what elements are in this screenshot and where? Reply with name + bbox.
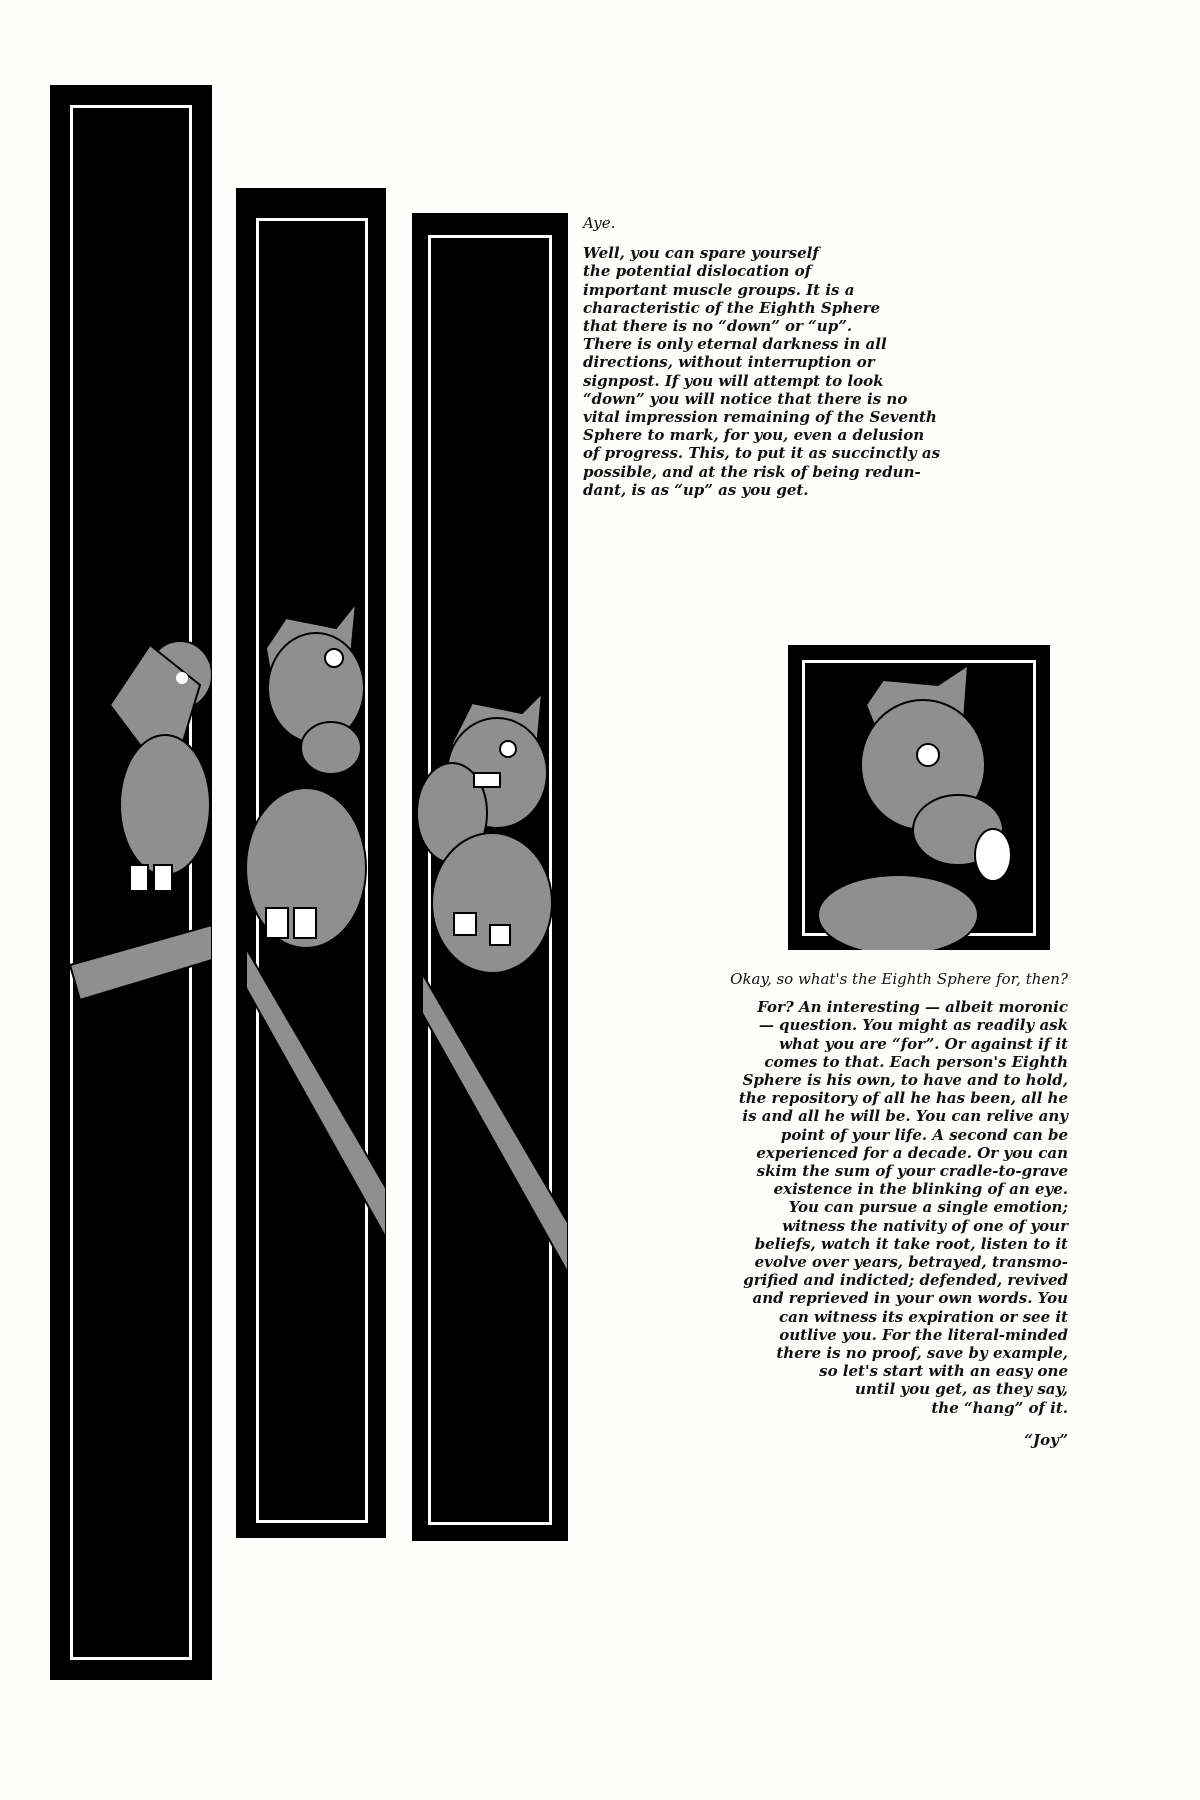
upper-answer-line: that there is no “down” or “up”. [583,317,853,336]
lower-answer-line: can witness its expiration or see it [779,1307,1068,1326]
upper-answer-line: of progress. This, to put it as succinctly as [583,444,941,463]
panel-3-artwork [412,213,568,1541]
upper-answer-line: Sphere to mark, for you, even a delusion [583,426,925,445]
upper-answer-line: possible, and at the risk of being redun- [583,462,921,481]
lower-answer-line: the repository of all he has been, all he [738,1089,1068,1108]
lower-answer-line: is and all he will be. You can relive any [742,1107,1068,1126]
lower-answer [660,998,1068,1417]
lower-answer-line: until you get, as they say, [855,1380,1068,1399]
lower-answer-line: — question. You might as readily ask [758,1016,1068,1035]
panel-2-artwork [236,188,386,1538]
lower-answer-line: beliefs, watch it take root, listen to it [754,1234,1068,1253]
comic-panel-2 [236,188,386,1538]
upper-question: Aye. [583,214,616,232]
upper-answer-line: dant, is as “up” as you get. [583,480,809,499]
upper-answer-line: important muscle groups. It is a [583,280,855,299]
upper-answer-line: characteristic of the Eighth Sphere [583,298,881,317]
upper-answer [583,244,953,499]
inset-panel [788,645,1050,950]
lower-dialogue [660,970,1068,1449]
signature: “Joy” [1024,1430,1068,1449]
lower-answer-line: outlive you. For the literal-minded [779,1325,1068,1344]
comic-panel-3 [412,213,568,1541]
upper-answer-line: directions, without interruption or [583,353,875,372]
lower-answer-line: skim the sum of your cradle-to-grave [756,1162,1068,1181]
panel-1-artwork [50,85,212,1680]
lower-answer-line: grified and indicted; defended, revived [743,1271,1068,1290]
upper-answer-line: signpost. If you will attempt to look [583,371,884,390]
upper-answer-line: the potential dislocation of [583,262,812,281]
lower-answer-line: point of your life. A second can be [780,1125,1068,1144]
lower-answer-line: witness the nativity of one of your [782,1216,1068,1235]
upper-answer-line: “down” you will notice that there is no [583,389,908,408]
lower-answer-line: Sphere is his own, to have and to hold, [742,1071,1068,1090]
upper-answer-line: Well, you can spare yourself [583,244,819,263]
lower-answer-line: the “hang” of it. [931,1398,1068,1417]
lower-answer-line: what you are “for”. Or against if it [779,1034,1068,1053]
lower-answer-line: You can pursue a single emotion; [788,1198,1068,1217]
lower-answer-line: For? An interesting — albeit moronic [757,998,1068,1017]
lower-answer-line: experienced for a decade. Or you can [756,1143,1068,1162]
upper-answer-line: vital impression remaining of the Seventh [583,408,937,427]
inset-panel-artwork [788,645,1050,950]
lower-answer-line: existence in the blinking of an eye. [773,1180,1068,1199]
comic-panel-1 [50,85,212,1680]
lower-answer-line: evolve over years, betrayed, transmo- [754,1253,1068,1272]
lower-answer-line: and reprieved in your own words. You [752,1289,1068,1308]
lower-question: Okay, so what's the Eighth Sphere for, then? [730,970,1068,988]
upper-dialogue [583,214,953,499]
lower-answer-line: comes to that. Each person's Eighth [764,1052,1068,1071]
upper-answer-line: There is only eternal darkness in all [583,335,887,354]
lower-answer-line: so let's start with an easy one [819,1362,1068,1381]
lower-answer-line: there is no proof, save by example, [776,1344,1068,1363]
